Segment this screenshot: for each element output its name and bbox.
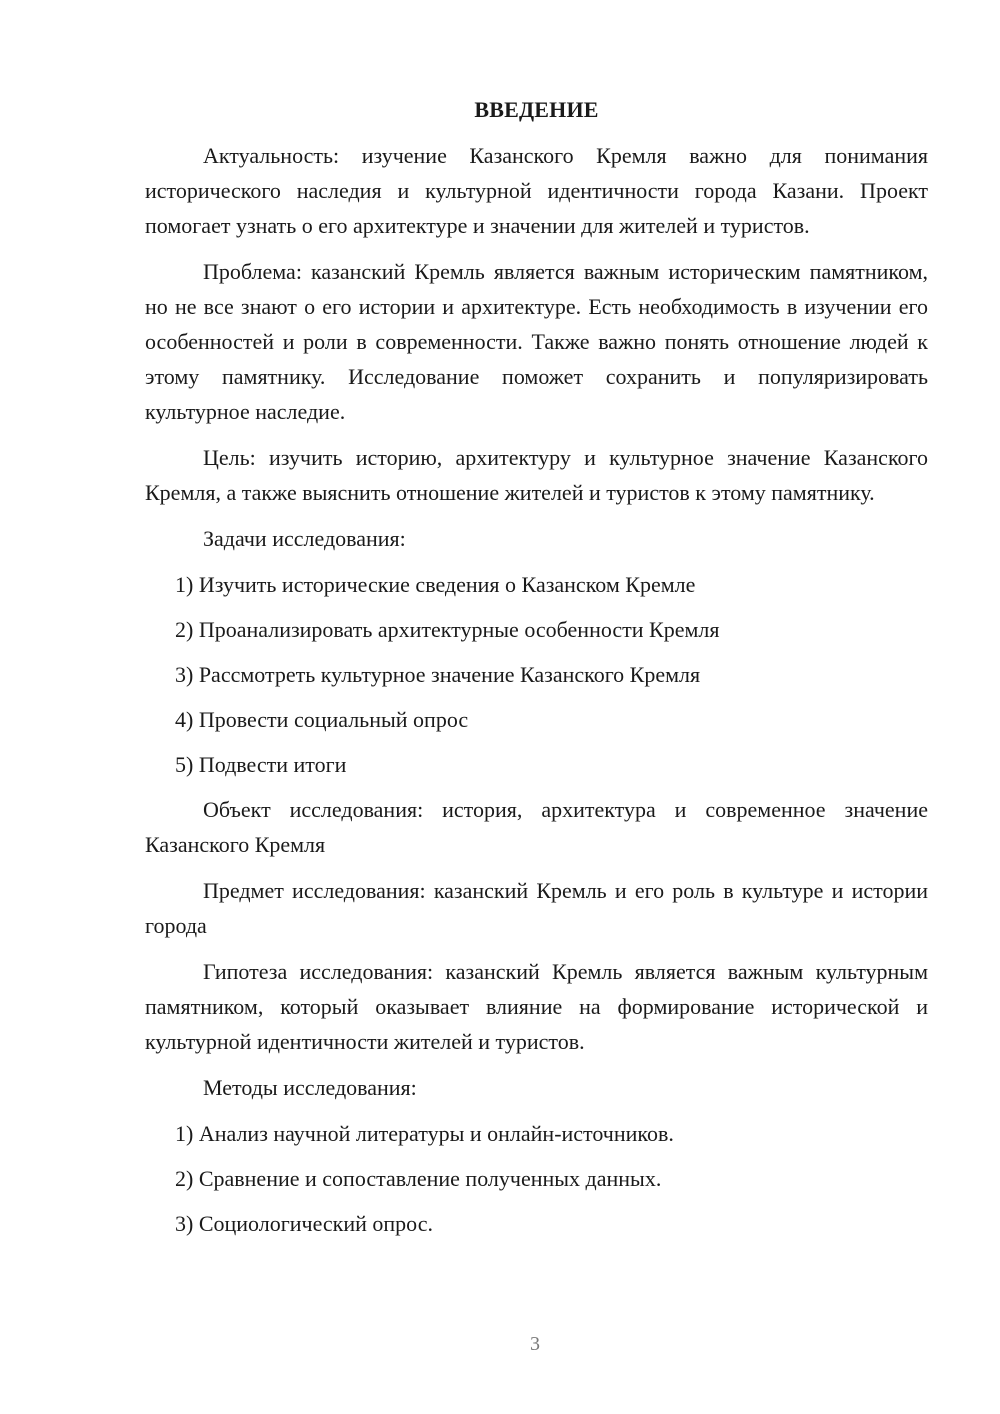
- task-item: 1) Изучить исторические сведения о Казанском Кремле: [175, 572, 696, 597]
- tasks-list: [145, 567, 928, 782]
- task-item: 2) Проанализировать архитектурные особенности Кремля: [175, 617, 720, 642]
- paragraph-subject: Предмет исследования: казанский Кремль и его роль в культуре и истории города: [145, 878, 928, 938]
- methods-list: [145, 1116, 928, 1241]
- method-item: 1) Анализ научной литературы и онлайн-источников.: [175, 1121, 674, 1146]
- task-item: 5) Подвести итоги: [175, 752, 347, 777]
- paragraph-goal: Цель: изучить историю, архитектуру и культурное значение Казанского Кремля, а также выяснить отношение жителей и туристов к этому памятнику.: [145, 445, 928, 505]
- paragraph-hypothesis: Гипотеза исследования: казанский Кремль является важным культурным памятником, который оказывает влияние на формирование исторической и культурной идентичности жителей и туристов.: [145, 959, 928, 1054]
- paragraph-problem: Проблема: казанский Кремль является важным историческим памятником, но не все знают о его истории и архитектуре. Есть необходимость в изучении его особенностей и роли в современности. Также важно понять отношение людей к этому памятнику. Исследование поможет сохранить и популяризировать культурное наследие.: [145, 259, 928, 424]
- method-item: 3) Социологический опрос.: [175, 1211, 433, 1236]
- tasks-title: Задачи исследования:: [203, 526, 406, 551]
- method-item: 2) Сравнение и сопоставление полученных данных.: [175, 1166, 662, 1191]
- paragraph-object: Объект исследования: история, архитектура и современное значение Казанского Кремля: [145, 797, 928, 857]
- methods-title: Методы исследования:: [203, 1075, 417, 1100]
- task-item: 3) Рассмотреть культурное значение Казанского Кремля: [175, 662, 701, 687]
- task-item: 4) Провести социальный опрос: [175, 707, 469, 732]
- section-heading: ВВЕДЕНИЕ: [474, 97, 599, 122]
- page-number: 3: [530, 1333, 540, 1355]
- document-page: [145, 96, 928, 1251]
- paragraph-relevance: Актуальность: изучение Казанского Кремля важно для понимания исторического наследия и культурной идентичности города Казани. Проект помогает узнать о его архитектуре и значении для жителей и туристов.: [145, 143, 928, 238]
